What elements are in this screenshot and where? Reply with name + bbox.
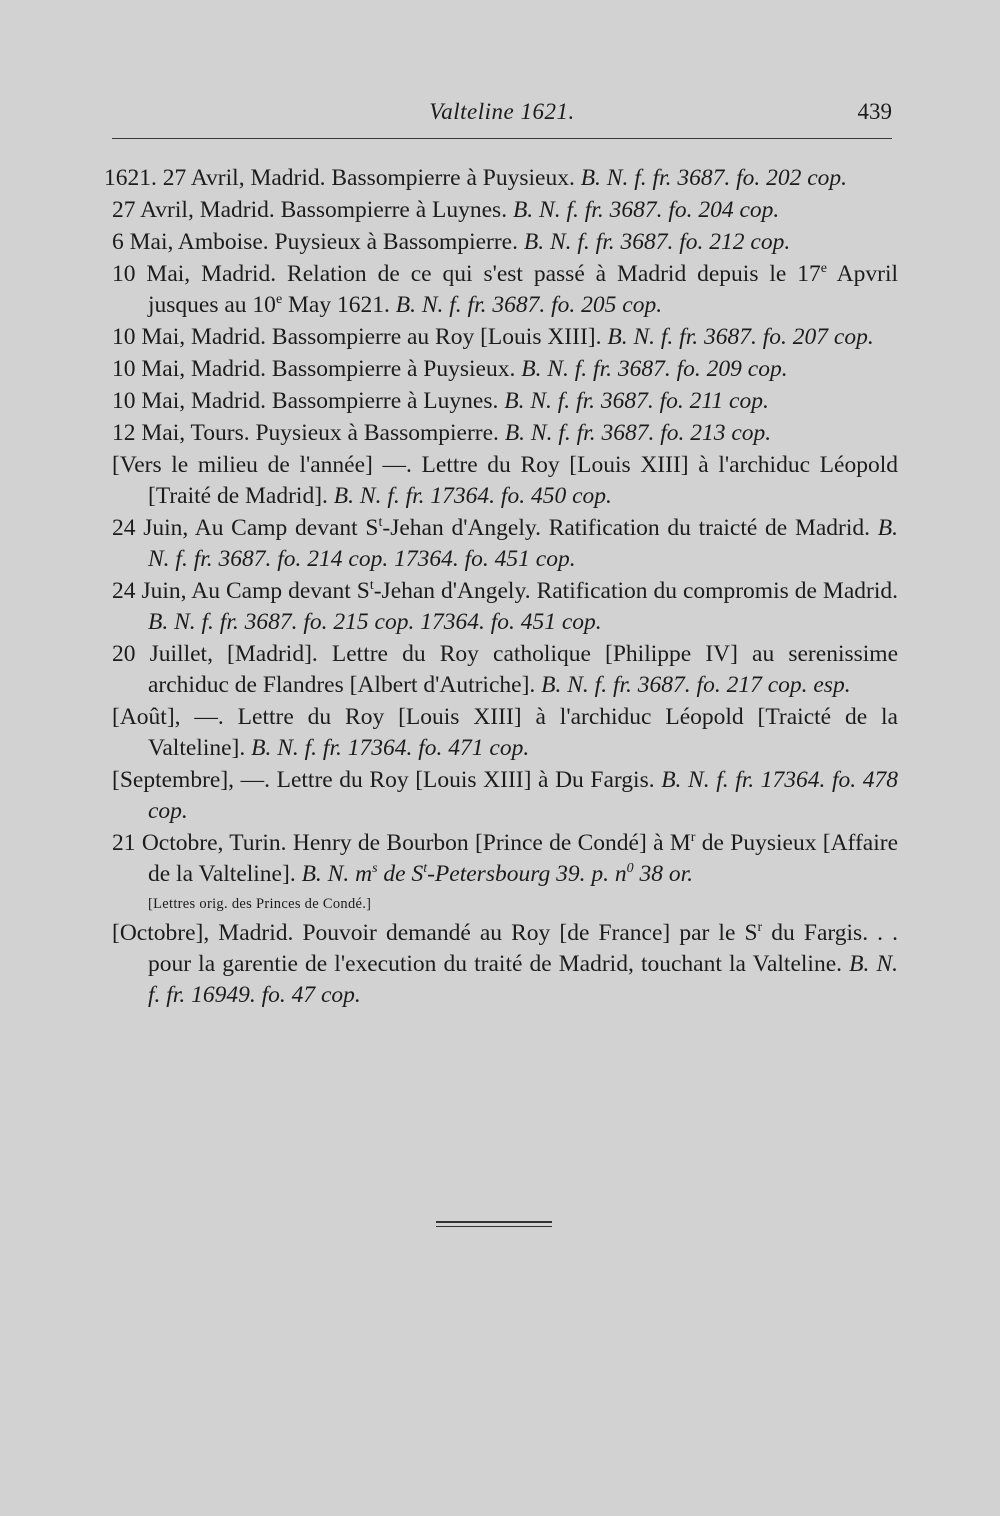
header-rule: [112, 138, 892, 139]
list-item: 10 Mai, Madrid. Relation de ce qui s'est passé à Madrid depuis le 17e Apvril jusques au 10e May 1621. B. N. f. fr. 3687. fo. 205 cop.: [112, 261, 898, 318]
list-item: 21 Octobre, Turin. Henry de Bourbon [Prince de Condé] à $M^r$ de Puysieux [Affaire de la Valteline]. B. N. $m^s$ de $S^t$-Petersbourg 39. p. $n^0$ 38 or.: [112, 830, 898, 887]
page-number: 439: [857, 99, 892, 124]
list-item: [Octobre], Madrid. Pouvoir demandé au Roy [de France] par le $S^r$ du Fargis. . . pour la garentie de l'execution du traité de Madrid, touchant la Valteline. B. N. f. fr. 16949. fo. 47 cop.: [112, 920, 898, 1008]
list-item: 24 Juin, Au Camp devant $S^t$-Jehan d'Angely. Ratification du traicté de Madrid. B. N. f. fr. 3687. fo. 214 cop. 17364. fo. 451 cop.: [112, 515, 898, 572]
list-item: 1621. 27 Avril, Madrid. Bassompierre à Puysieux. B. N. f. fr. 3687. fo. 202 cop.: [104, 165, 848, 191]
list-item: [Août], —. Lettre du Roy [Louis XIII] à l'archiduc Léopold [Traicté de la Valteline]. B. N. f. fr. 17364. fo. 471 cop.: [112, 704, 898, 761]
list-item: [Vers le milieu de l'année] —. Lettre du Roy [Louis XIII] à l'archiduc Léopold [Traité de Madrid]. B. N. f. fr. 17364. fo. 450 cop.: [112, 452, 898, 509]
list-item: 10 Mai, Madrid. Bassompierre au Roy [Louis XIII]. B. N. f. fr. 3687. fo. 207 cop.: [112, 324, 874, 350]
running-head: [112, 99, 892, 139]
entry-list: [104, 163, 898, 1012]
list-item: [Septembre], —. Lettre du Roy [Louis XIII] à Du Fargis. B. N. f. fr. 17364. fo. 478 cop.: [112, 767, 898, 824]
list-item: 24 Juin, Au Camp devant $S^t$-Jehan d'Angely. Ratification du compromis de Madrid. B. N. f. fr. 3687. fo. 215 cop. 17364. fo. 451 cop.: [112, 578, 898, 635]
list-item: 20 Juillet, [Madrid]. Lettre du Roy catholique [Philippe IV] au serenissime archiduc de Flandres [Albert d'Autriche]. B. N. f. fr. 3687. fo. 217 cop. esp.: [112, 641, 898, 698]
end-ornament-rule: [436, 1221, 552, 1230]
list-item: 10 Mai, Madrid. Bassompierre à Puysieux. B. N. f. fr. 3687. fo. 209 cop.: [112, 356, 788, 382]
entry-note: [Lettres orig. des Princes de Condé.]: [148, 896, 372, 912]
list-item: 6 Mai, Amboise. Puysieux à Bassompierre. B. N. f. fr. 3687. fo. 212 cop.: [112, 229, 791, 255]
list-item: 10 Mai, Madrid. Bassompierre à Luynes. B. N. f. fr. 3687. fo. 211 cop.: [112, 388, 769, 414]
running-title: Valteline 1621.: [429, 99, 575, 124]
list-item: 12 Mai, Tours. Puysieux à Bassompierre. B. N. f. fr. 3687. fo. 213 cop.: [112, 420, 772, 446]
list-item: 27 Avril, Madrid. Bassompierre à Luynes. B. N. f. fr. 3687. fo. 204 cop.: [112, 197, 780, 223]
